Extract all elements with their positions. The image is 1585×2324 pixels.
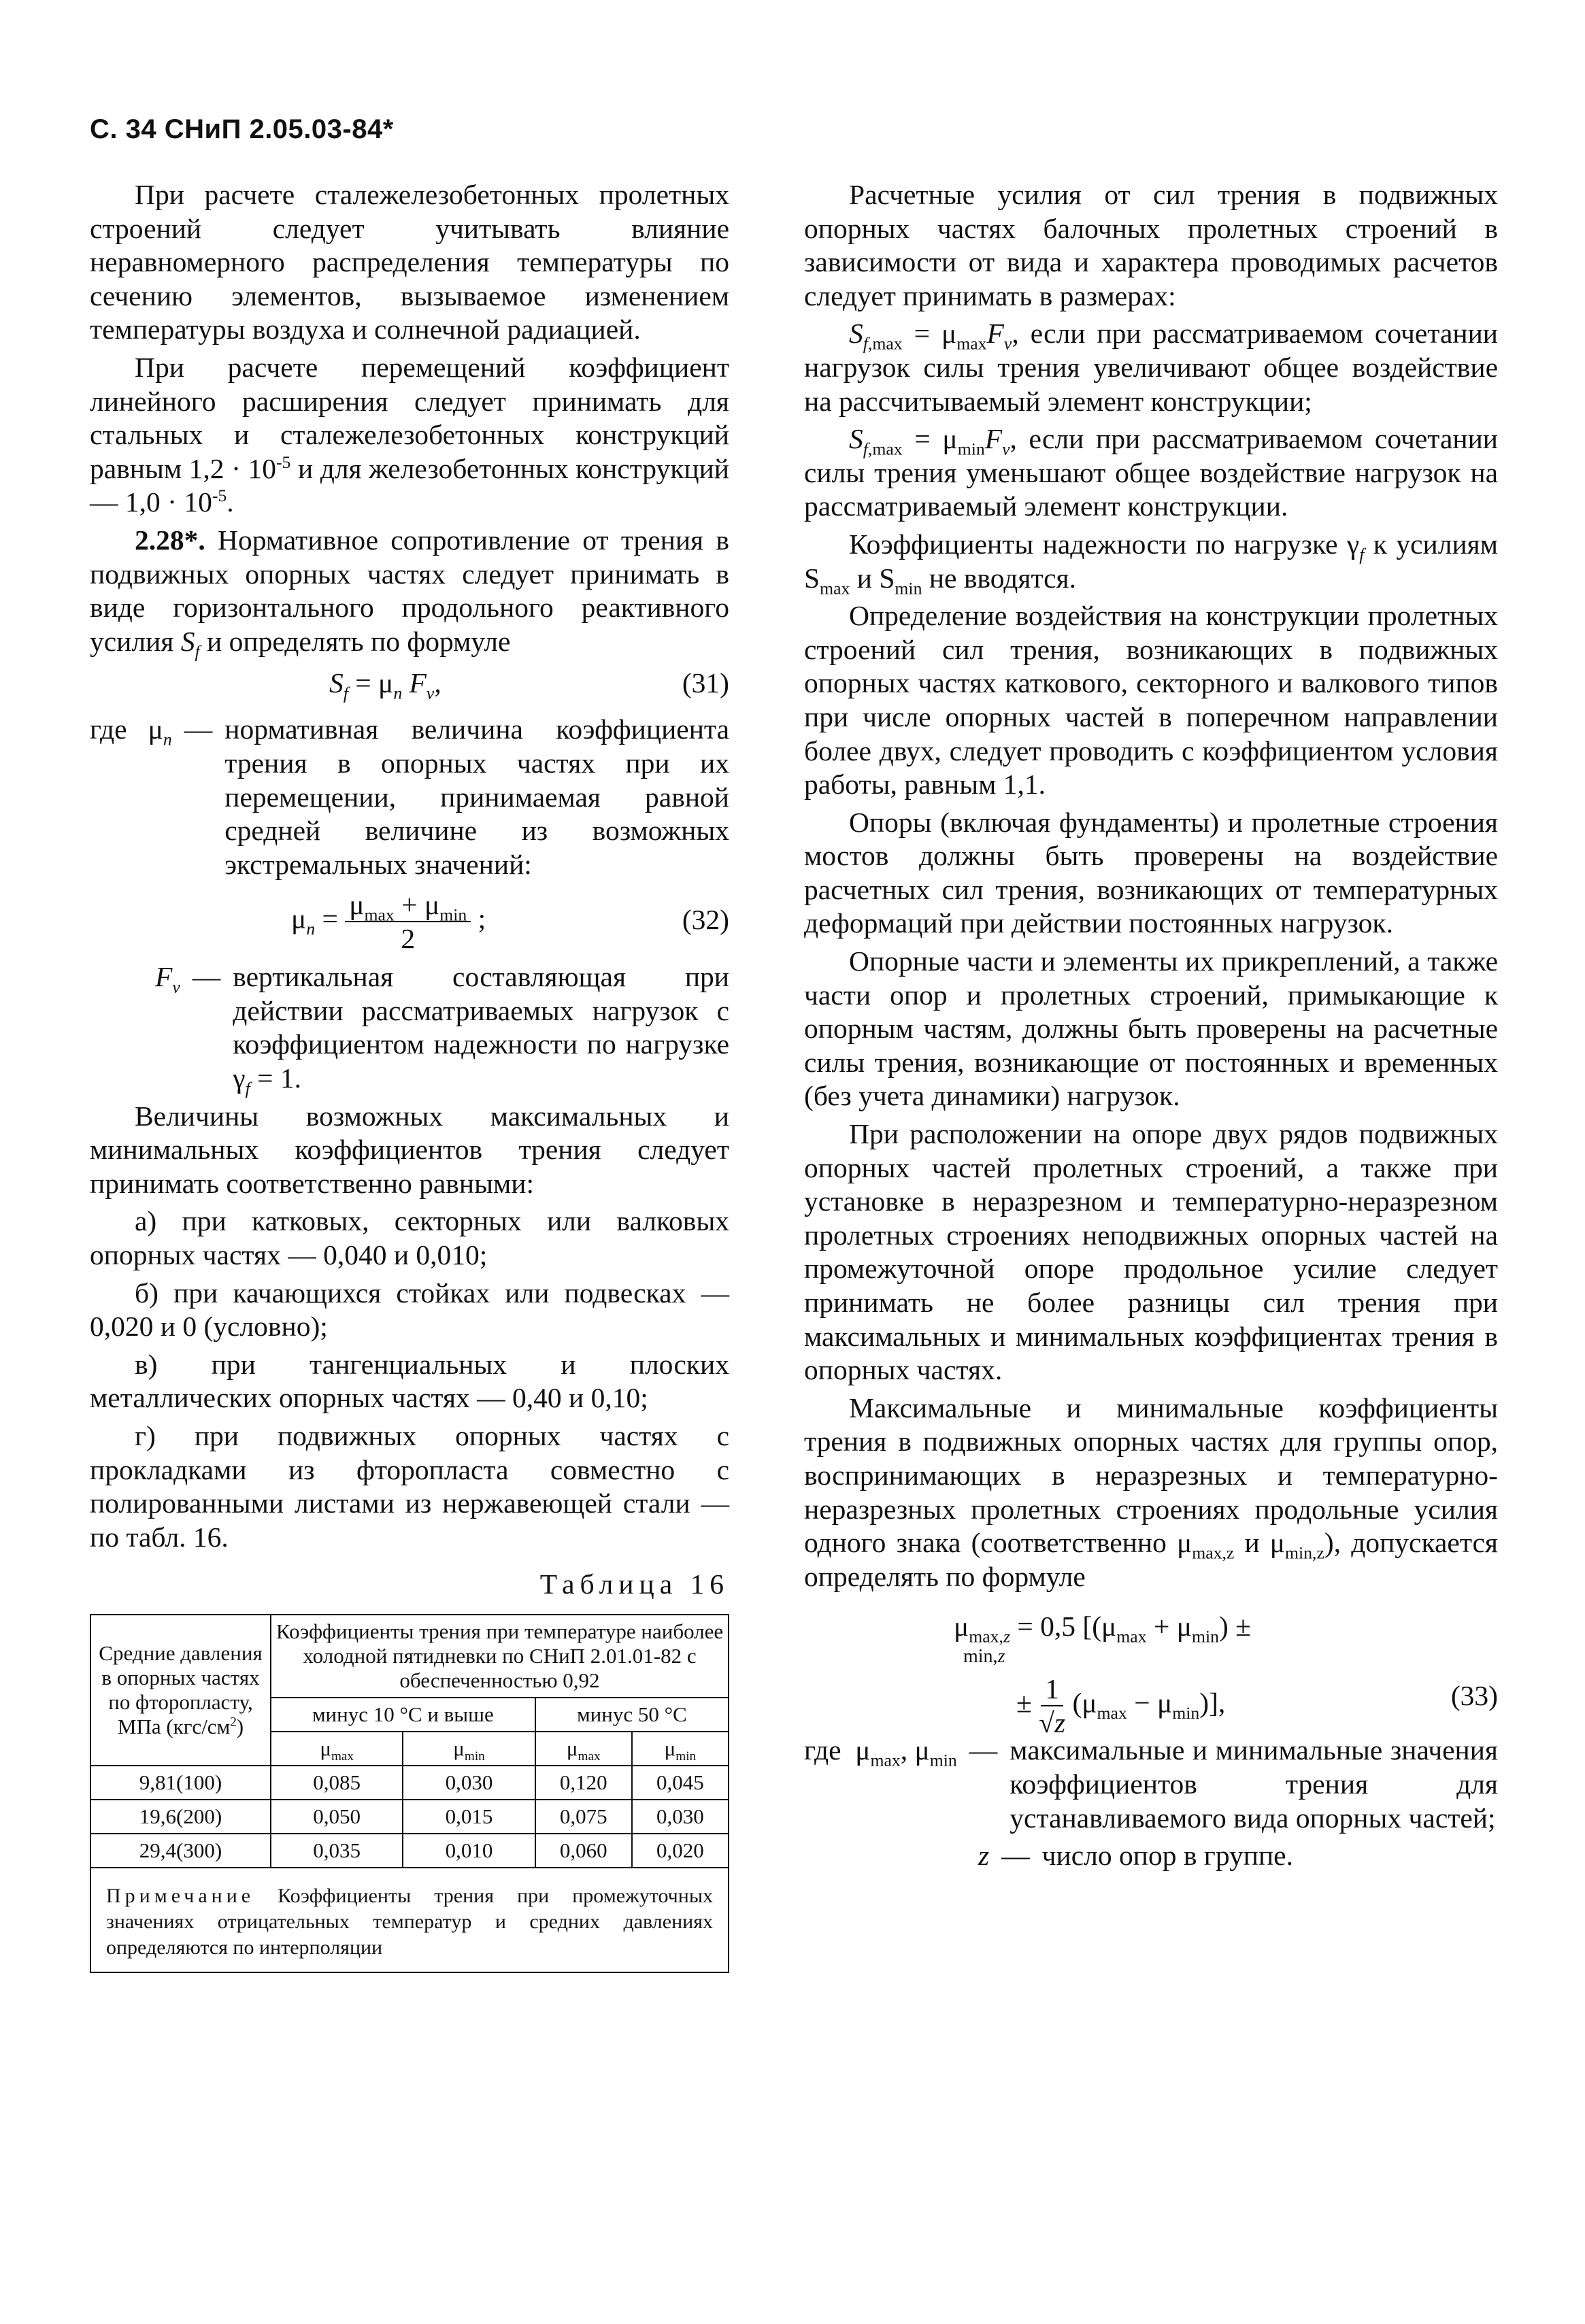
table-header-minus10: минус 10 °С и выше (271, 1698, 535, 1732)
table-header-mumin: $\mu_{min}$ (403, 1732, 535, 1766)
formula-32: $\mu_n$ = $\frac{\mu_{max} + \mu_{min}}{2}$ ; (32) (291, 889, 729, 955)
paragraph-sf-max-decrease: $S_{f,max} = \mu_{min}F_v$, если при рассматриваемом сочетании силы трения уменьшают общее воздействие нагрузок на рассматриваемый элемент конструкции. (804, 423, 1499, 522)
page-header: С. 34 СНиП 2.05.03-84* (90, 114, 394, 144)
paragraph-thermal-expansion: При расчете перемещений коэффициент линейного расширения следует принимать для стальных и сталежелезобетонных конструкций равным $1,2 \cdot 10^{-5}$ и для железобетонных конструкций — $1,0 \cdot 10^{-5}$. (90, 351, 729, 518)
paragraph: Величины возможных максимальных и минимальных коэффициентов трения следует принимать соответственно равными: (90, 1100, 729, 1199)
table-row: 9,81(100) 0,085 0,030 0,120 0,045 (90, 1766, 729, 1800)
paragraph-sf-max-increase: $S_{f,max} = \mu_{max}F_v$, если при рассматриваемом сочетании нагрузок силы трения увеличивают общее воздействие на рассчитываемый элемент конструкции; (804, 318, 1499, 417)
list-item-b: б) при качающихся стойках или подвесках — 0,020 и 0 (условно); (90, 1277, 729, 1343)
paragraph: Расчетные усилия от сил трения в подвижных опорных частях балочных пролетных строений в зависимости от вида и характера проводимых расчетов следует принимать в размерах: (804, 179, 1498, 311)
left-column (90, 178, 729, 1973)
formula-number: (31) (682, 667, 729, 699)
table-header-mumax: $\mu_{max}$ (535, 1732, 632, 1766)
formula-number: (32) (682, 904, 729, 936)
where-z: z — число опор в группе. (978, 1840, 1293, 1872)
paragraph: Определение воздействия на конструкции пролетных строений сил трения, возникающих в подвижных опорных частях каткового, секторного и валкового типов при числе опорных частей в поперечном направлении более двух, следует проводить с коэффициентом условия работы, равным 1,1. (804, 600, 1498, 801)
paragraph: Максимальные и минимальные коэффициенты трения в подвижных опорных частях для группы опор, воспринимающих в неразрезных и температурно-неразрезных пролетных строениях продольные усилия одного знака (соответственно $\mu_{max,z}$ и $\mu_{min,z}$), допускается определять по формуле (804, 1392, 1498, 1592)
table-header-minus50: минус 50 °С (535, 1698, 729, 1732)
clause-number: 2.28*. (135, 524, 205, 556)
table-header-mumin: $\mu_{min}$ (632, 1732, 729, 1766)
table-header-pressure: Средние давления в опорных частях по фторопласту, МПа $(кгс/см^2)$ (90, 1615, 271, 1766)
table-row: 29,4(300) 0,035 0,010 0,060 0,020 (90, 1834, 729, 1868)
list-item-d: г) при подвижных опорных частях с прокладками из фторопласта совместно с полированными листами из нержавеющей стали — по табл. 16. (90, 1420, 729, 1553)
table-header-group: Коэффициенты трения при температуре наиболее холодной пятидневки по СНиП 2.01.01-82 с обеспеченностью 0,92 (271, 1615, 729, 1698)
table-note: Примечание Коэффициенты трения при промежуточных значениях отрицательных температур и средних давлениях определяются по интерполяции (90, 1868, 729, 1973)
friction-table (90, 1614, 729, 1868)
paragraph-2-28: 2.28*. Нормативное сопротивление от трения в подвижных опорных частях следует принимать в виде горизонтального продольного реактивного усилия $S_f$ и определять по формуле (90, 524, 729, 662)
where-mu-n: где $\mu_n$ — нормативная величина коэффициента трения в опорных частях при их перемещении, принимаемая равной средней величине из возможных экстремальных значений: (90, 713, 729, 880)
paragraph: При расположении на опоре двух рядов подвижных опорных частей пролетных строений, а также при установке в неразрезном и температурно-неразрезном пролетных строениях неподвижных опорных частей на промежуточной опоре продольное усилие следует принимать не более разницы сил трения при максимальных и минимальных коэффициентах трения в опорных частях. (804, 1118, 1498, 1386)
table-header-mumax: $\mu_{max}$ (271, 1732, 403, 1766)
paragraph: При расчете сталежелезобетонных пролетных строений следует учитывать влияние неравномерного распределения температуры по сечению элементов, вызываемое изменением температуры воздуха и солнечной радиацией. (90, 179, 729, 346)
paragraph: Опорные части и элементы их прикреплений, а также части опор и пролетных строений, примыкающие к опорным частям, должны быть проверены на расчетные силы трения, возникающие от постоянных и временных (без учета динамики) нагрузок. (804, 945, 1498, 1112)
paragraph: Опоры (включая фундаменты) и пролетные строения мостов должны быть проверены на воздействие расчетных сил трения, возникающих от температурных деформаций при действии постоянных нагрузок. (804, 806, 1498, 939)
list-item-a: а) при катковых, секторных или валковых опорных частях — 0,040 и 0,010; (90, 1205, 729, 1271)
table-row: 19,6(200) 0,050 0,015 0,075 0,030 (90, 1800, 729, 1834)
where-fv: $F_v$ — вертикальная составляющая при действии рассматриваемых нагрузок с коэффициентом надежности по нагрузке $\gamma_f = 1$. (155, 961, 729, 1098)
right-column (804, 178, 1498, 1877)
table-caption: Таблица 16 (539, 1568, 729, 1600)
paragraph: Коэффициенты надежности по нагрузке $\gamma_f$ к усилиям $S_{max}$ и $S_{min}$ не вводятся. (804, 528, 1498, 598)
formula-31: $S_f = \mu_n$ $F_v$, (31) (329, 667, 729, 703)
list-item-c: в) при тангенциальных и плоских металлических опорных частях — 0,40 и 0,10; (90, 1348, 729, 1414)
formula-33: $\mu_{max,z} = 0,5$ [$(\mu_{max} + \mu_{min})$ ± min,z ± $\frac{1}{√z}$ $(\mu_{max} - \mu_{min})$], (33) (954, 1611, 1498, 1739)
formula-number: (33) (1450, 1680, 1498, 1712)
where-mu-max-min: где $\mu_{max}$, $\mu_{min}$ — максимальные и минимальные значения коэффициентов трения для устанавливаемого вида опорных частей; (804, 1734, 1498, 1834)
